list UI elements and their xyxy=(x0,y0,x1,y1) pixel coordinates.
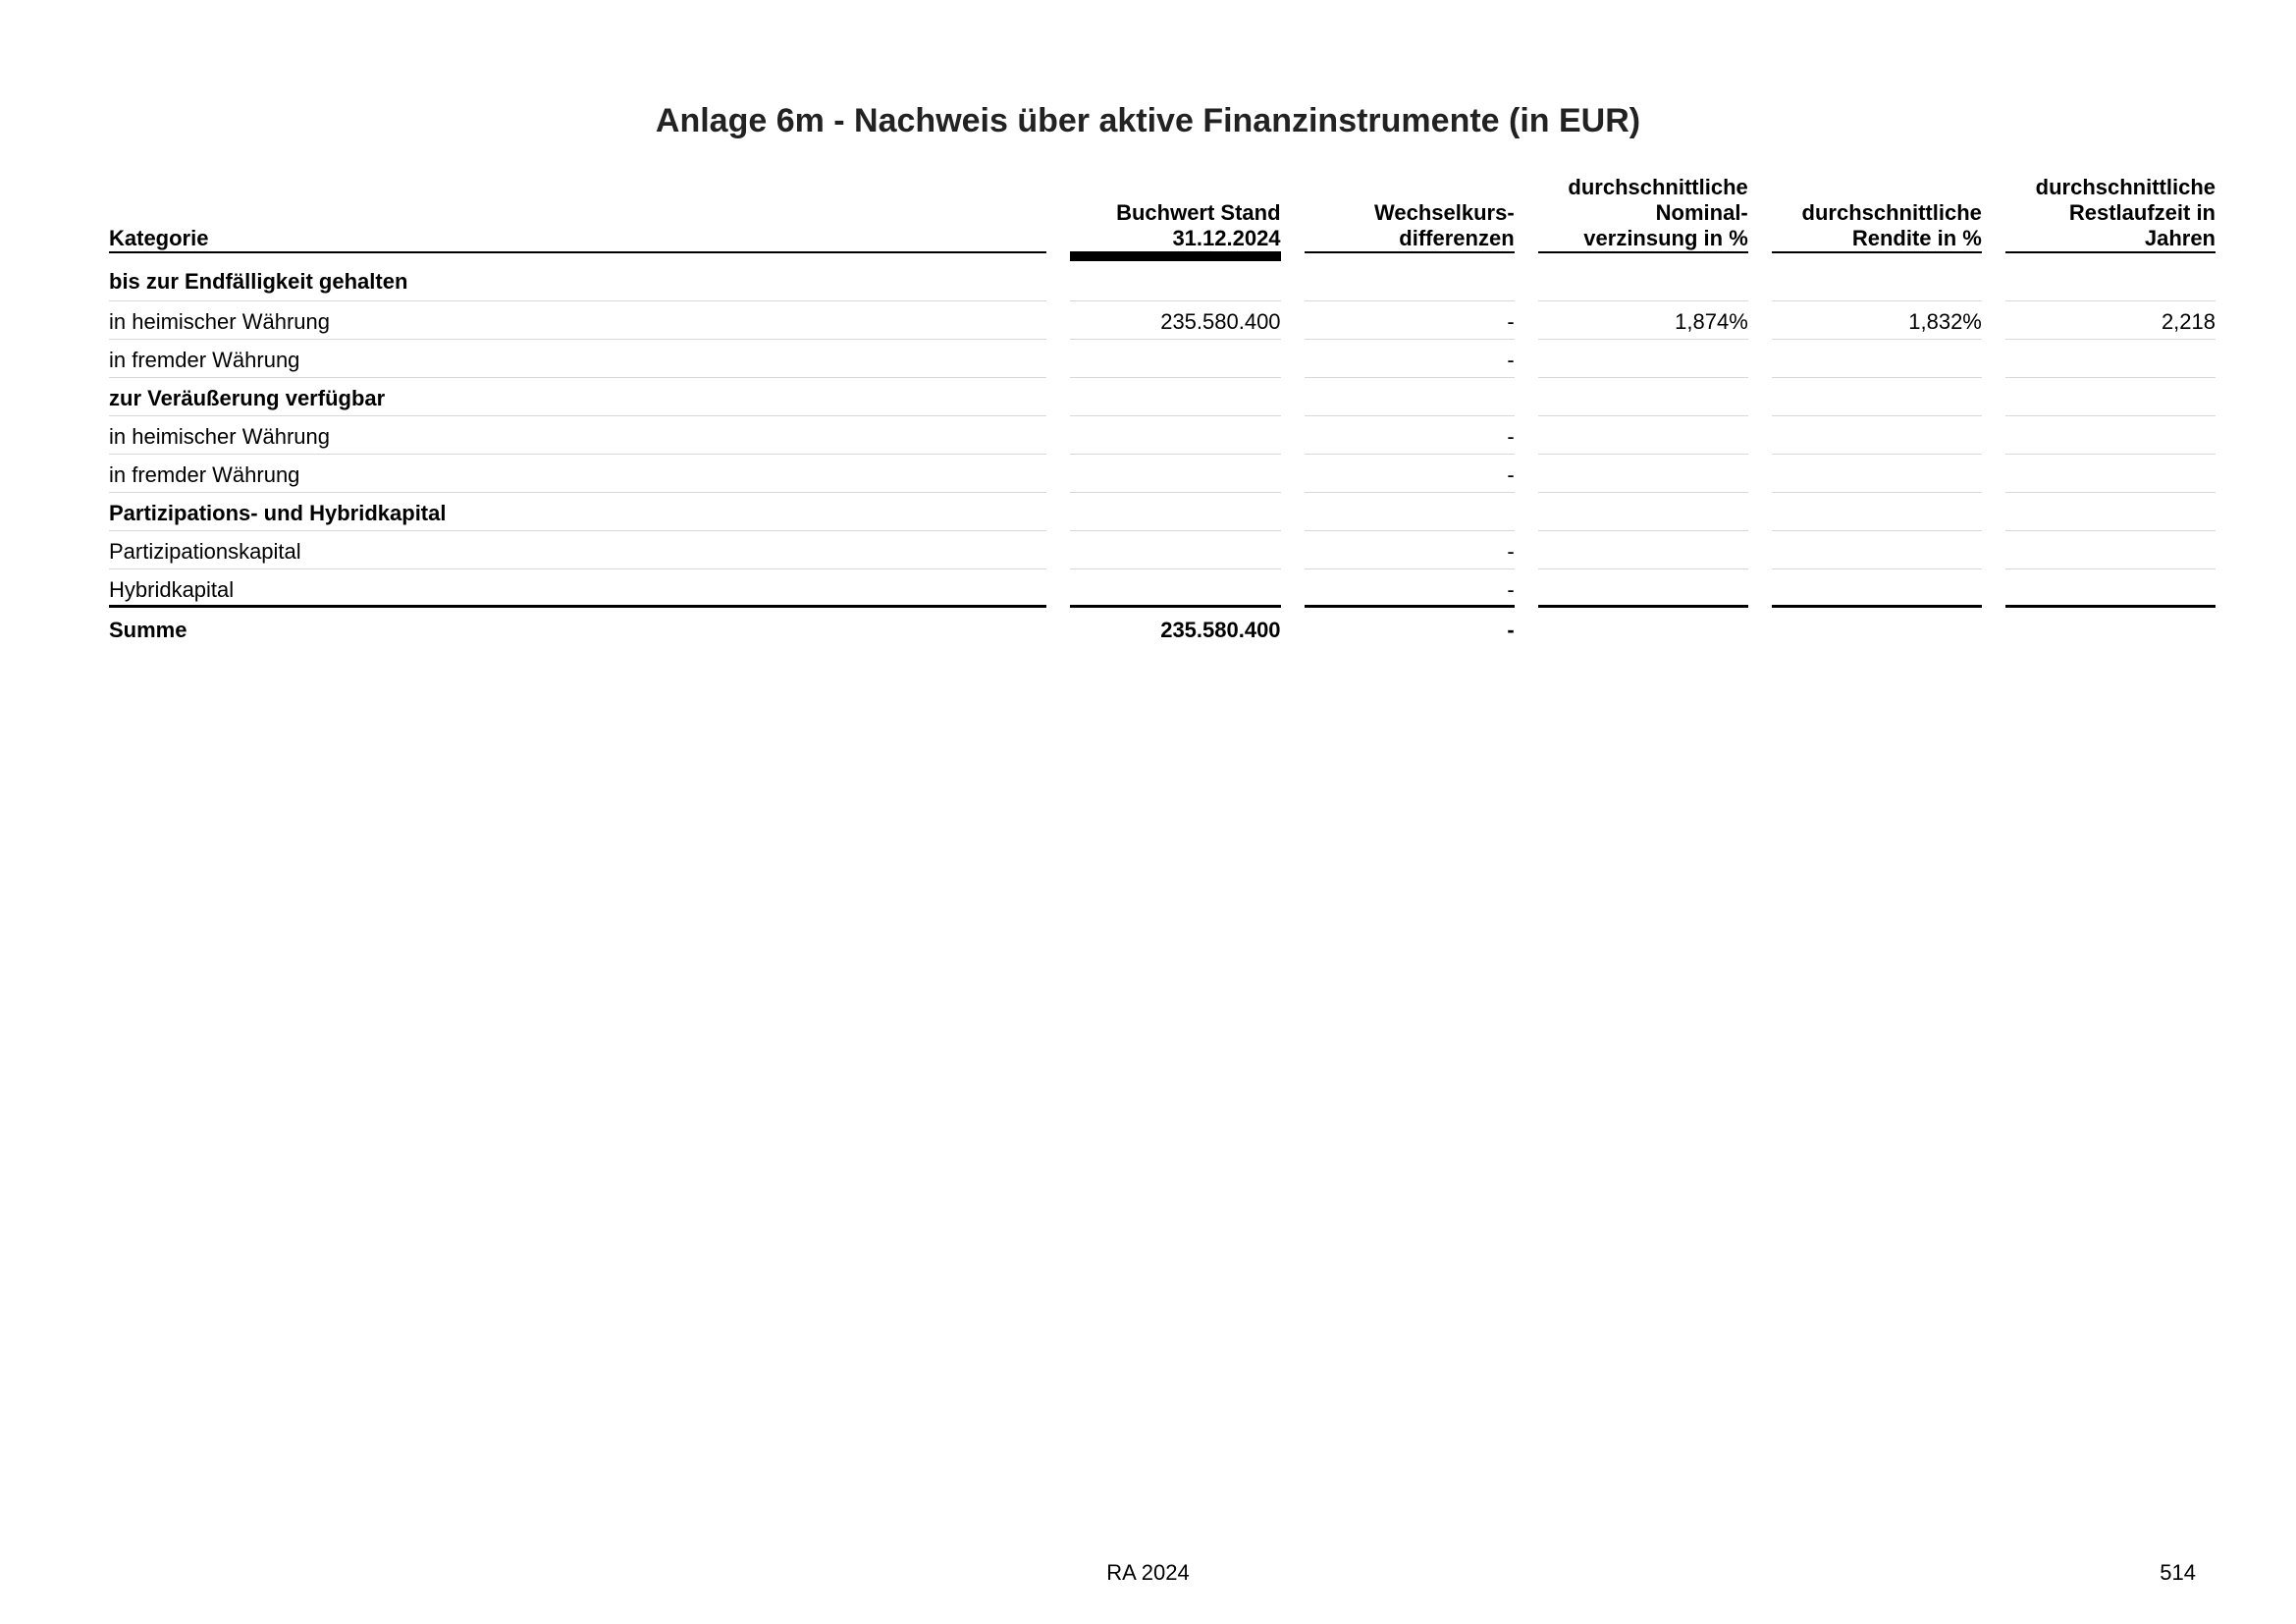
header-rendite-line: durchschnittliche xyxy=(1801,200,1982,225)
header-wechselkurs xyxy=(1281,169,1515,253)
cell-wechselkurs: - xyxy=(1305,531,1515,569)
header-restlaufzeit-line: Jahren xyxy=(2144,226,2216,250)
cell-buchwert xyxy=(1070,569,1280,608)
cell-nominal xyxy=(1538,531,1748,569)
row-section-label: bis zur Endfälligkeit gehalten xyxy=(109,253,1046,301)
cell-wechselkurs: - xyxy=(1305,301,1515,340)
cell-nominal xyxy=(1538,455,1748,493)
row-label: in fremder Währung xyxy=(109,455,1046,493)
table-header-row xyxy=(99,169,2216,253)
header-rendite xyxy=(1748,169,1982,253)
header-wechselkurs-line: Wechselkurs- xyxy=(1374,200,1515,225)
header-kategorie-line: Kategorie xyxy=(109,226,209,250)
header-restlaufzeit-line: Restlaufzeit in xyxy=(2068,200,2216,225)
row-label: Hybridkapital xyxy=(109,569,1046,608)
cell-nominal xyxy=(1538,493,1748,531)
summe-restlaufzeit xyxy=(2005,608,2216,647)
footer-report-label: RA 2024 xyxy=(1106,1560,1190,1585)
header-restlaufzeit-line: durchschnittliche xyxy=(2035,175,2216,199)
cell-rendite xyxy=(1772,455,1982,493)
header-wechselkurs-line: differenzen xyxy=(1399,226,1515,250)
cell-wechselkurs xyxy=(1305,378,1515,416)
page-number: 514 xyxy=(2160,1560,2196,1585)
cell-buchwert xyxy=(1070,378,1280,416)
cell-wechselkurs: - xyxy=(1305,340,1515,378)
page-title: Anlage 6m - Nachweis über aktive Finanzinstrumente (in EUR) xyxy=(655,102,1641,139)
cell-rendite xyxy=(1772,493,1982,531)
cell-restlaufzeit: 2,218 xyxy=(2005,301,2216,340)
cell-rendite xyxy=(1772,531,1982,569)
header-buchwert-line: Buchwert Stand xyxy=(1116,200,1281,225)
cell-buchwert xyxy=(1070,455,1280,493)
cell-restlaufzeit xyxy=(2005,493,2216,531)
cell-nominal xyxy=(1538,569,1748,608)
row-label: in heimischer Währung xyxy=(109,301,1046,340)
cell-rendite xyxy=(1772,378,1982,416)
header-nominal-line: Nominal- xyxy=(1655,200,1748,225)
cell-buchwert xyxy=(1070,253,1280,301)
cell-wechselkurs: - xyxy=(1305,416,1515,455)
header-buchwert-line: 31.12.2024 xyxy=(1172,226,1281,250)
table-row xyxy=(99,416,2216,455)
header-nominal xyxy=(1515,169,1748,253)
row-section-label: zur Veräußerung verfügbar xyxy=(109,378,1046,416)
cell-restlaufzeit xyxy=(2005,340,2216,378)
cell-rendite xyxy=(1772,340,1982,378)
cell-rendite xyxy=(1772,253,1982,301)
cell-restlaufzeit xyxy=(2005,455,2216,493)
summe-wechselkurs: - xyxy=(1507,618,1515,642)
header-buchwert xyxy=(1046,169,1280,253)
cell-restlaufzeit xyxy=(2005,531,2216,569)
cell-nominal xyxy=(1538,340,1748,378)
header-nominal-line: verzinsung in % xyxy=(1583,226,1748,250)
cell-restlaufzeit xyxy=(2005,416,2216,455)
cell-nominal xyxy=(1538,416,1748,455)
cell-wechselkurs: - xyxy=(1305,455,1515,493)
cell-wechselkurs: - xyxy=(1305,569,1515,608)
cell-restlaufzeit xyxy=(2005,569,2216,608)
table-body xyxy=(99,253,2216,608)
header-restlaufzeit xyxy=(1982,169,2216,253)
summe-rendite xyxy=(1772,608,1982,647)
table-row xyxy=(99,301,2216,340)
cell-buchwert xyxy=(1070,493,1280,531)
cell-buchwert xyxy=(1070,531,1280,569)
row-label: in fremder Währung xyxy=(109,340,1046,378)
cell-rendite xyxy=(1772,569,1982,608)
cell-buchwert: 235.580.400 xyxy=(1070,301,1280,340)
summe-nominal xyxy=(1538,608,1748,647)
header-nominal-line: durchschnittliche xyxy=(1568,175,1748,199)
cell-restlaufzeit xyxy=(2005,378,2216,416)
cell-nominal xyxy=(1538,378,1748,416)
summe-buchwert: 235.580.400 xyxy=(1160,618,1281,642)
summe-label: Summe xyxy=(109,618,187,642)
table-row xyxy=(99,253,2216,301)
table-row xyxy=(99,531,2216,569)
table-row xyxy=(99,378,2216,416)
row-label: Partizipationskapital xyxy=(109,531,1046,569)
cell-wechselkurs xyxy=(1305,253,1515,301)
financial-instruments-table xyxy=(99,169,2216,647)
header-kategorie xyxy=(99,169,1046,253)
table-row xyxy=(99,569,2216,608)
summe-row xyxy=(99,608,2216,647)
cell-buchwert xyxy=(1070,340,1280,378)
row-section-label: Partizipations- und Hybridkapital xyxy=(109,493,1046,531)
table-row xyxy=(99,340,2216,378)
header-rendite-line: Rendite in % xyxy=(1851,226,1982,250)
row-label: in heimischer Währung xyxy=(109,416,1046,455)
cell-rendite xyxy=(1772,416,1982,455)
cell-nominal xyxy=(1538,253,1748,301)
table-row xyxy=(99,493,2216,531)
cell-rendite: 1,832% xyxy=(1772,301,1982,340)
cell-nominal: 1,874% xyxy=(1538,301,1748,340)
table-row xyxy=(99,455,2216,493)
cell-buchwert xyxy=(1070,416,1280,455)
cell-wechselkurs xyxy=(1305,493,1515,531)
cell-restlaufzeit xyxy=(2005,253,2216,301)
